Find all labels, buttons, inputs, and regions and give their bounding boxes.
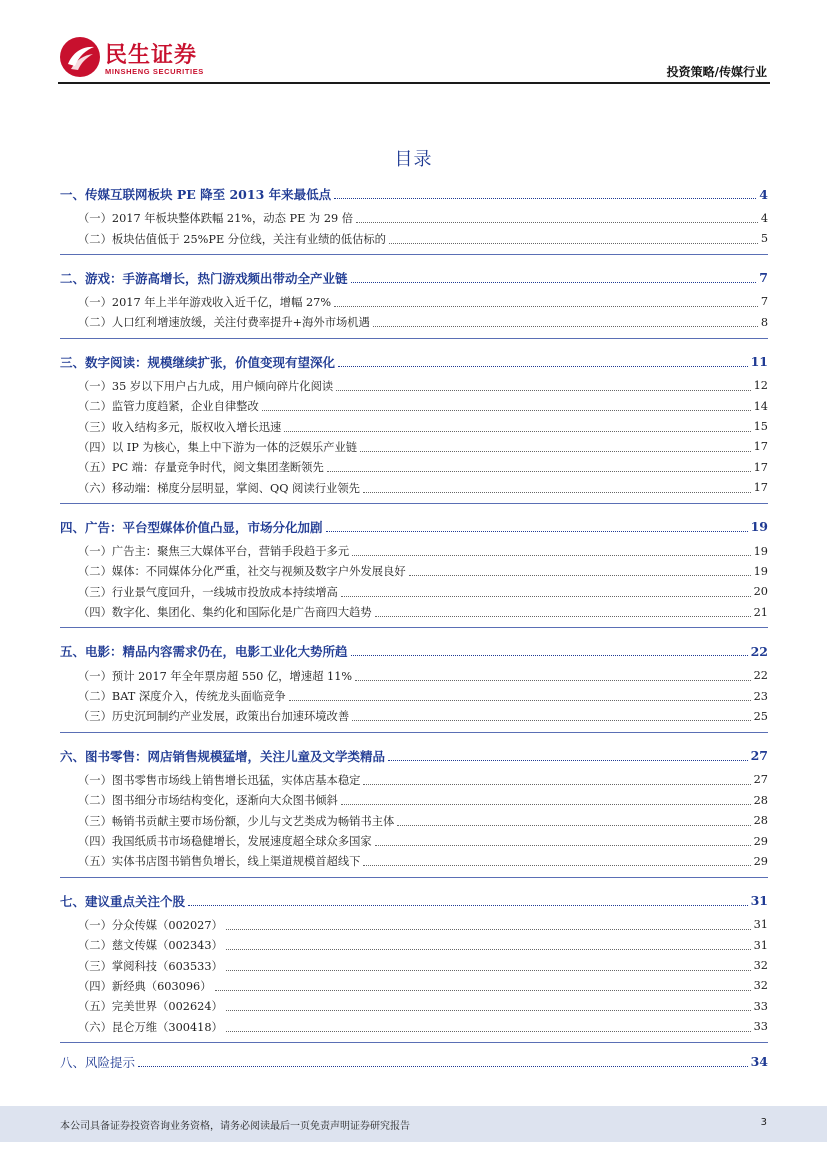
footer-disclaimer: 本公司具备证券投资咨询业务资格，请务必阅读最后一页免责声明证券研究报告 bbox=[60, 1121, 410, 1132]
toc-page-number: 11 bbox=[750, 354, 768, 370]
toc-entry-label: （三）收入结构多元，版权收入增长迅速 bbox=[78, 420, 282, 434]
toc-page-number: 25 bbox=[753, 709, 768, 723]
toc-page-number: 8 bbox=[760, 315, 768, 329]
toc-page-number: 28 bbox=[753, 793, 768, 807]
toc-leader-dots bbox=[363, 783, 750, 785]
toc-page-number: 4 bbox=[759, 186, 768, 202]
toc-entry-label: 七、建议重点关注个股 bbox=[60, 893, 186, 909]
toc-page-number: 33 bbox=[753, 999, 768, 1013]
toc-entry-level2[interactable] bbox=[60, 831, 768, 851]
toc-entry-level2[interactable] bbox=[60, 602, 768, 622]
toc-page-number: 27 bbox=[753, 773, 768, 787]
toc-entry-label: （二）媒体：不同媒体分化严重，社交与视频及数字户外发展良好 bbox=[78, 565, 406, 579]
toc-entry-label: （六）昆仑万维（300418） bbox=[78, 1020, 223, 1034]
toc-page-number: 17 bbox=[753, 440, 768, 454]
toc-leader-dots bbox=[409, 574, 751, 576]
toc-entry-label: （三）历史沉珂制约产业发展，政策出台加速环境改善 bbox=[78, 710, 350, 724]
toc-entry-label: （一）预计 2017 年全年票房超 550 亿，增速超 11% bbox=[78, 669, 353, 683]
toc-section-4 bbox=[60, 513, 768, 629]
toc-entry-label: （二）板块估值低于 25%PE 分位线，关注有业绩的低估标的 bbox=[78, 232, 386, 246]
toc-leader-dots bbox=[363, 864, 750, 866]
toc-entry-label: （一）图书零售市场线上销售增长迅猛，实体店基本稳定 bbox=[78, 773, 361, 787]
toc-entry-level2[interactable] bbox=[60, 1017, 768, 1037]
toc-entry-level2[interactable] bbox=[60, 396, 768, 416]
toc-entry-label: （五）PC 端：存量竞争时代，阅文集团垄断领先 bbox=[78, 461, 324, 475]
footer-page-number: 3 bbox=[760, 1117, 767, 1128]
toc-entry-level2[interactable] bbox=[60, 437, 768, 457]
toc-entry-label: （三）行业景气度回升，一线城市投放成本持续增高 bbox=[78, 585, 338, 599]
toc-section-5 bbox=[60, 637, 768, 732]
toc-entry-label: （一）2017 年板块整体跌幅 21%，动态 PE 为 29 倍 bbox=[78, 212, 354, 226]
toc-entry-level2[interactable] bbox=[60, 376, 768, 396]
toc-entry-label: （一）2017 年上半年游戏收入近千亿，增幅 27% bbox=[78, 295, 332, 309]
toc-entry-label: 一、传媒互联网板块 PE 降至 2013 年来最低点 bbox=[60, 187, 332, 202]
toc-leader-dots bbox=[226, 1030, 751, 1032]
toc-entry-level2[interactable] bbox=[60, 770, 768, 790]
toc-title: 目录 bbox=[394, 149, 433, 170]
company-logo bbox=[59, 36, 239, 80]
toc-page-number: 22 bbox=[753, 669, 768, 683]
toc-entry-level2[interactable] bbox=[60, 312, 768, 332]
toc-entry-level2[interactable] bbox=[60, 582, 768, 602]
toc-entry-level2[interactable] bbox=[60, 416, 768, 436]
toc-entry-level1[interactable] bbox=[60, 180, 768, 208]
toc-entry-level2[interactable] bbox=[60, 706, 768, 726]
toc-page-number: 7 bbox=[759, 270, 768, 286]
toc-entry-label: （一）分众传媒（002027） bbox=[78, 918, 223, 932]
toc-leader-dots bbox=[388, 759, 748, 761]
toc-page-number: 19 bbox=[753, 564, 768, 578]
toc-section-3 bbox=[60, 348, 768, 504]
toc-entry-label: （二）图书细分市场结构变化，逐渐向大众图书倾斜 bbox=[78, 794, 338, 808]
toc-leader-dots bbox=[352, 719, 750, 721]
toc-entry-level2[interactable] bbox=[60, 292, 768, 312]
toc-entry-level1[interactable] bbox=[60, 1052, 768, 1072]
toc-page-number: 34 bbox=[750, 1054, 768, 1070]
report-category: 投资策略/传媒行业 bbox=[666, 65, 767, 79]
toc-entry-label: 五、电影：精品内容需求仍在，电影工业化大势所趋 bbox=[60, 644, 348, 660]
toc-entry-label: （二）BAT 深度介入，传统龙头面临竞争 bbox=[78, 690, 286, 704]
toc-leader-dots bbox=[375, 615, 751, 617]
toc-leader-dots bbox=[341, 803, 751, 805]
toc-entry-level1[interactable] bbox=[60, 513, 768, 541]
toc-page-number: 29 bbox=[753, 854, 768, 868]
toc-leader-dots bbox=[284, 430, 750, 432]
toc-entry-level2[interactable] bbox=[60, 541, 768, 561]
toc-page-number: 14 bbox=[753, 399, 768, 413]
toc-page-number: 27 bbox=[750, 748, 768, 764]
toc-leader-dots bbox=[138, 1065, 748, 1067]
toc-leader-dots bbox=[338, 365, 748, 367]
toc-leader-dots bbox=[262, 409, 751, 411]
toc-entry-label: 二、游戏：手游高增长，热门游戏频出带动全产业链 bbox=[60, 270, 348, 286]
toc-leader-dots bbox=[334, 305, 758, 307]
toc-entry-label: （四）我国纸质书市场稳健增长，发展速度超全球众多国家 bbox=[78, 835, 372, 848]
toc-section-7 bbox=[60, 887, 768, 1043]
toc-leader-dots bbox=[351, 281, 757, 283]
toc-leader-dots bbox=[389, 242, 758, 244]
toc-entry-level2[interactable] bbox=[60, 810, 768, 830]
toc-entry-level2[interactable] bbox=[60, 561, 768, 581]
toc-entry-label: （四）以 IP 为核心，集上中下游为一体的泛娱乐产业链 bbox=[78, 440, 358, 454]
toc-entry-level1[interactable] bbox=[60, 348, 768, 376]
toc-entry-level1[interactable] bbox=[60, 264, 768, 292]
toc-page-number: 31 bbox=[753, 938, 768, 952]
toc-leader-dots bbox=[188, 904, 748, 906]
toc-entry-level2[interactable] bbox=[60, 665, 768, 685]
toc-leader-dots bbox=[351, 654, 748, 656]
toc-page-number: 17 bbox=[753, 481, 768, 495]
toc-page-number: 17 bbox=[753, 460, 768, 474]
toc-entry-level2[interactable] bbox=[60, 935, 768, 955]
toc-page-number: 29 bbox=[753, 834, 768, 848]
toc-entry-label: （二）人口红利增速放缓，关注付费率提升+海外市场机遇 bbox=[78, 316, 370, 330]
toc-leader-dots bbox=[226, 1009, 751, 1011]
toc-entry-level2[interactable] bbox=[60, 228, 768, 248]
toc-leader-dots bbox=[226, 928, 751, 930]
toc-page-number: 32 bbox=[753, 959, 768, 973]
toc-entry-label: 六、图书零售：网店销售规模猛增，关注儿童及文学类精品 bbox=[60, 748, 386, 764]
toc-page-number: 7 bbox=[760, 295, 768, 309]
logo-chinese-name: 民生证券 bbox=[105, 43, 198, 68]
toc-leader-dots bbox=[360, 450, 751, 452]
toc-leader-dots bbox=[226, 969, 751, 971]
toc-page-number: 31 bbox=[750, 893, 768, 909]
toc-leader-dots bbox=[215, 989, 751, 991]
toc-entry-level2[interactable] bbox=[60, 996, 768, 1016]
toc-page-number: 5 bbox=[760, 232, 768, 246]
toc-leader-dots bbox=[356, 221, 758, 223]
toc-leader-dots bbox=[327, 470, 751, 472]
toc-leader-dots bbox=[352, 554, 750, 556]
page-header bbox=[0, 0, 827, 90]
toc-leader-dots bbox=[226, 948, 751, 950]
toc-section-6 bbox=[60, 742, 768, 878]
toc-page-number: 19 bbox=[750, 519, 768, 535]
table-of-contents bbox=[60, 180, 768, 1077]
toc-section-1 bbox=[60, 180, 768, 255]
toc-entry-level1[interactable] bbox=[60, 742, 768, 770]
toc-entry-label: （三）掌阅科技（603533） bbox=[78, 959, 223, 973]
toc-entry-level2[interactable] bbox=[60, 851, 768, 871]
toc-entry-level2[interactable] bbox=[60, 790, 768, 810]
toc-leader-dots bbox=[363, 491, 751, 493]
minsheng-logo-icon bbox=[59, 36, 101, 78]
toc-leader-dots bbox=[373, 325, 758, 327]
toc-entry-level2[interactable] bbox=[60, 686, 768, 706]
toc-page-number: 31 bbox=[753, 918, 768, 932]
toc-entry-label: （四）新经典（603096） bbox=[78, 979, 212, 993]
toc-page-number: 32 bbox=[753, 979, 768, 993]
header-divider bbox=[58, 82, 770, 84]
toc-section-8 bbox=[60, 1052, 768, 1077]
toc-leader-dots bbox=[334, 197, 756, 199]
toc-entry-level2[interactable] bbox=[60, 976, 768, 996]
toc-entry-level1[interactable] bbox=[60, 887, 768, 915]
toc-entry-label: （二）监管力度趋紧，企业自律整改 bbox=[78, 400, 259, 414]
toc-leader-dots bbox=[355, 679, 750, 681]
toc-entry-level2[interactable] bbox=[60, 478, 768, 498]
toc-page-number: 20 bbox=[753, 585, 768, 599]
toc-page-number: 22 bbox=[750, 643, 768, 659]
toc-section-2 bbox=[60, 264, 768, 339]
toc-entry-label: 四、广告：平台型媒体价值凸显，市场分化加剧 bbox=[60, 519, 323, 535]
logo-english-name: MINSHENG SECURITIES bbox=[105, 67, 204, 76]
toc-page-number: 4 bbox=[760, 211, 768, 225]
toc-entry-level2[interactable] bbox=[60, 955, 768, 975]
toc-entry-label: （三）畅销书贡献主要市场份额，少儿与文艺类成为畅销书主体 bbox=[78, 814, 395, 828]
toc-page-number: 33 bbox=[753, 1020, 768, 1034]
toc-entry-label: （五）完美世界（002624） bbox=[78, 1000, 223, 1014]
toc-leader-dots bbox=[289, 699, 751, 701]
toc-entry-label: （五）实体书店图书销售负增长，线上渠道规模首超线下 bbox=[78, 855, 361, 869]
toc-entry-label: （六）移动端：梯度分层明显，掌阅、QQ 阅读行业领先 bbox=[78, 481, 360, 495]
toc-entry-level2[interactable] bbox=[60, 915, 768, 935]
toc-entry-label: 三、数字阅读：规模继续扩张，价值变现有望深化 bbox=[60, 354, 336, 370]
toc-leader-dots bbox=[341, 595, 751, 597]
toc-page-number: 28 bbox=[753, 814, 768, 828]
toc-leader-dots bbox=[326, 530, 748, 532]
toc-entry-label: （四）数字化、集团化、集约化和国际化是广告商四大趋势 bbox=[78, 606, 372, 620]
toc-entry-label: 八、风险提示 bbox=[60, 1054, 136, 1070]
toc-entry-level1[interactable] bbox=[60, 637, 768, 665]
page-footer bbox=[0, 1106, 827, 1142]
toc-leader-dots bbox=[397, 824, 750, 826]
toc-leader-dots bbox=[336, 389, 750, 391]
toc-entry-label: （一）35 岁以下用户占九成，用户倾向碎片化阅读 bbox=[78, 379, 334, 393]
toc-page-number: 21 bbox=[753, 605, 768, 619]
toc-entry-label: （一）广告主：聚焦三大媒体平台，营销手段趋于多元 bbox=[78, 545, 350, 559]
toc-entry-level2[interactable] bbox=[60, 457, 768, 477]
toc-leader-dots bbox=[375, 844, 751, 846]
toc-page-number: 23 bbox=[753, 689, 768, 703]
toc-entry-label: （二）慈文传媒（002343） bbox=[78, 939, 223, 953]
toc-page-number: 12 bbox=[753, 379, 768, 393]
toc-page-number: 19 bbox=[753, 544, 768, 558]
toc-entry-level2[interactable] bbox=[60, 208, 768, 228]
toc-page-number: 15 bbox=[753, 420, 768, 434]
